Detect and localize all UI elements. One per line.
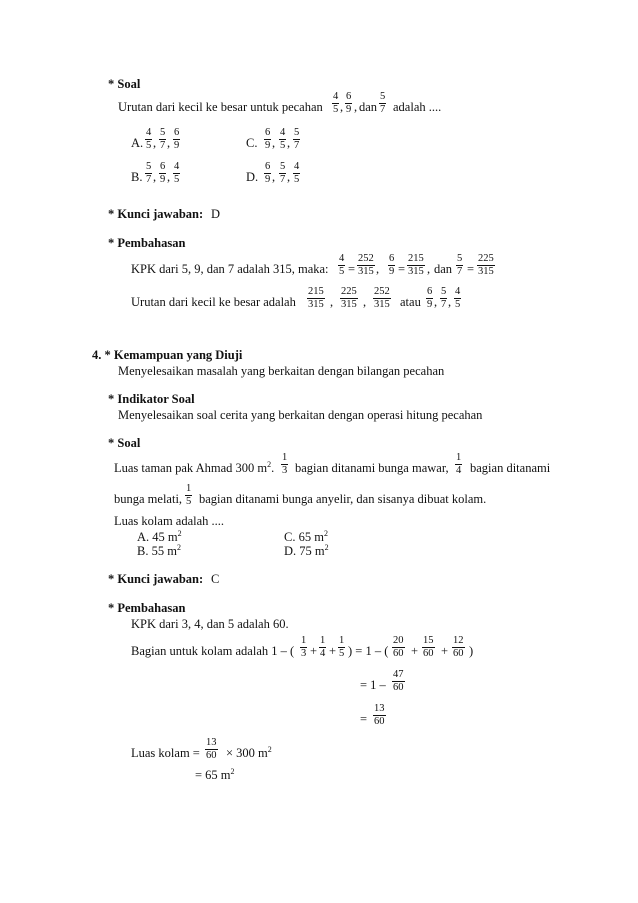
fraction: $\frac{4}{5}$ <box>339 253 345 277</box>
comma: , <box>434 295 438 309</box>
equals-sign: = <box>467 262 475 276</box>
fraction: $\frac{1}{5}$ <box>186 483 192 507</box>
fraction: $\frac{5}{7}$ <box>160 127 166 151</box>
fraction: $\frac{6}{9}$ <box>389 253 395 277</box>
option-d: D. 75 $m^2$ <box>284 542 329 558</box>
question-line-2: bunga melati, <box>114 492 183 506</box>
question-line-1-cont: bagian ditanami bunga mawar, <box>295 461 449 475</box>
question-line-1: Luas taman pak Ahmad 300 $m^2$. <box>114 459 275 475</box>
fraction: $\frac{6}{9}$ <box>160 161 166 185</box>
indikator-text: Menyelesaikan soal cerita yang berkaitan dengan operasi hitung pecahan <box>118 408 483 422</box>
fraction: $\frac{252}{315}$ <box>358 253 374 277</box>
option-letter: B. <box>131 170 143 184</box>
comma: , <box>272 170 276 184</box>
fraction: $\frac{4}{5}$ <box>174 161 180 185</box>
question-line-3: Luas kolam adalah .... <box>114 514 225 528</box>
option-letter: C. <box>246 136 258 150</box>
kunci-value: D <box>211 207 221 221</box>
fraction: $\frac{1}{4}$ <box>456 452 462 476</box>
question-line-2-cont: bagian ditanami bunga anyelir, dan sisanya dibuat kolam. <box>199 492 487 506</box>
soal-heading: * Soal <box>108 77 141 91</box>
option-letter: D. <box>246 170 259 184</box>
fraction: $\frac{6}{9}$ <box>265 161 271 185</box>
fraction: $\frac{20}{60}$ <box>393 635 404 659</box>
comma: , <box>153 136 157 150</box>
equals-sign: = <box>348 262 356 276</box>
bagian-text: Bagian untuk kolam adalah 1 – ( <box>131 644 295 658</box>
kemampuan-text: Menyelesaikan masalah yang berkaitan dengan bilangan pecahan <box>118 364 445 378</box>
fraction: $\frac{252}{315}$ <box>374 286 390 310</box>
fraction: $\frac{13}{60}$ <box>206 737 217 761</box>
comma: , <box>340 100 344 114</box>
kpk-text: KPK dari 5, 9, dan 7 adalah 315, maka: <box>131 262 329 276</box>
fraction: $\frac{4}{5}$ <box>294 161 300 185</box>
fraction: $\frac{5}{7}$ <box>280 161 286 185</box>
fraction: $\frac{15}{60}$ <box>423 635 434 659</box>
fraction: $\frac{4}{5}$ <box>455 286 461 310</box>
fraction: $\frac{6}{9}$ <box>174 127 180 151</box>
comma: , <box>363 295 367 309</box>
option-b: B. 55 $m^2$ <box>137 542 181 558</box>
fraction: $\frac{4}{5}$ <box>333 91 339 115</box>
indikator-heading: * Indikator Soal <box>108 392 195 406</box>
comma: , <box>167 136 171 150</box>
fraction: $\frac{1}{3}$ <box>282 452 288 476</box>
fraction: $\frac{5}{7}$ <box>457 253 463 277</box>
bagian-mid: ) = 1 – ( <box>348 644 389 658</box>
comma: , <box>272 136 276 150</box>
kunci-label: * Kunci jawaban: <box>108 572 204 586</box>
fraction: $\frac{215}{315}$ <box>308 286 324 310</box>
fraction: $\frac{1}{4}$ <box>320 635 326 659</box>
fraction: $\frac{5}{7}$ <box>441 286 447 310</box>
dan-text: dan <box>434 262 453 276</box>
section-heading: 4. * Kemampuan yang Diuji <box>92 348 243 362</box>
comma: , <box>287 170 291 184</box>
plus-sign: + <box>411 644 419 658</box>
fraction: $\frac{13}{60}$ <box>374 703 385 727</box>
luas-times: × 300 $m^2$ <box>226 744 272 760</box>
comma: , <box>427 262 431 276</box>
atau-text: atau <box>400 295 421 309</box>
pembahasan-heading: * Pembahasan <box>108 601 186 615</box>
fraction: $\frac{6}{9}$ <box>346 91 352 115</box>
option-a: A. 45 $m^2$ <box>137 528 182 544</box>
fraction: $\frac{5}{7}$ <box>380 91 386 115</box>
fraction: $\frac{6}{9}$ <box>427 286 433 310</box>
fraction: $\frac{4}{5}$ <box>146 127 152 151</box>
equals-sign: = <box>398 262 406 276</box>
comma: , <box>376 262 380 276</box>
plus-sign: + <box>441 644 449 658</box>
question-line-1-end: bagian ditanami <box>470 461 551 475</box>
plus-sign: + <box>329 644 337 658</box>
question-end: adalah .... <box>393 100 442 114</box>
fraction: $\frac{225}{315}$ <box>341 286 357 310</box>
step-3: = <box>360 712 368 726</box>
pembahasan-heading: * Pembahasan <box>108 236 186 250</box>
fraction: $\frac{4}{5}$ <box>280 127 286 151</box>
kunci-value: C <box>211 572 220 586</box>
comma: , <box>167 170 171 184</box>
fraction: $\frac{6}{9}$ <box>265 127 271 151</box>
comma: , <box>448 295 452 309</box>
kpk-text: KPK dari 3, 4, dan 5 adalah 60. <box>131 617 289 631</box>
fraction: $\frac{1}{3}$ <box>301 635 307 659</box>
fraction: $\frac{225}{315}$ <box>478 253 494 277</box>
step-2: = 1 – <box>360 678 386 692</box>
soal-heading: * Soal <box>108 436 141 450</box>
option-c: C. 65 $m^2$ <box>284 528 328 544</box>
comma: , <box>153 170 157 184</box>
plus-sign: + <box>310 644 318 658</box>
fraction: $\frac{5}{7}$ <box>146 161 152 185</box>
fraction: $\frac{215}{315}$ <box>408 253 424 277</box>
urutan-text: Urutan dari kecil ke besar adalah <box>131 295 296 309</box>
luas-result: = 65 $m^2$ <box>195 766 235 782</box>
question-text: Urutan dari kecil ke besar untuk pecahan <box>118 100 323 114</box>
comma: , <box>354 100 358 114</box>
fraction: $\frac{12}{60}$ <box>453 635 464 659</box>
comma: , <box>287 136 291 150</box>
dan-text: dan <box>359 100 378 114</box>
close-paren: ) <box>469 644 474 658</box>
comma: , <box>330 295 334 309</box>
fraction: $\frac{47}{60}$ <box>393 669 404 693</box>
fraction: $\frac{1}{5}$ <box>339 635 345 659</box>
fraction: $\frac{5}{7}$ <box>294 127 300 151</box>
kunci-label: * Kunci jawaban: <box>108 207 204 221</box>
luas-text: Luas kolam = <box>131 746 200 760</box>
option-letter: A. <box>131 136 144 150</box>
